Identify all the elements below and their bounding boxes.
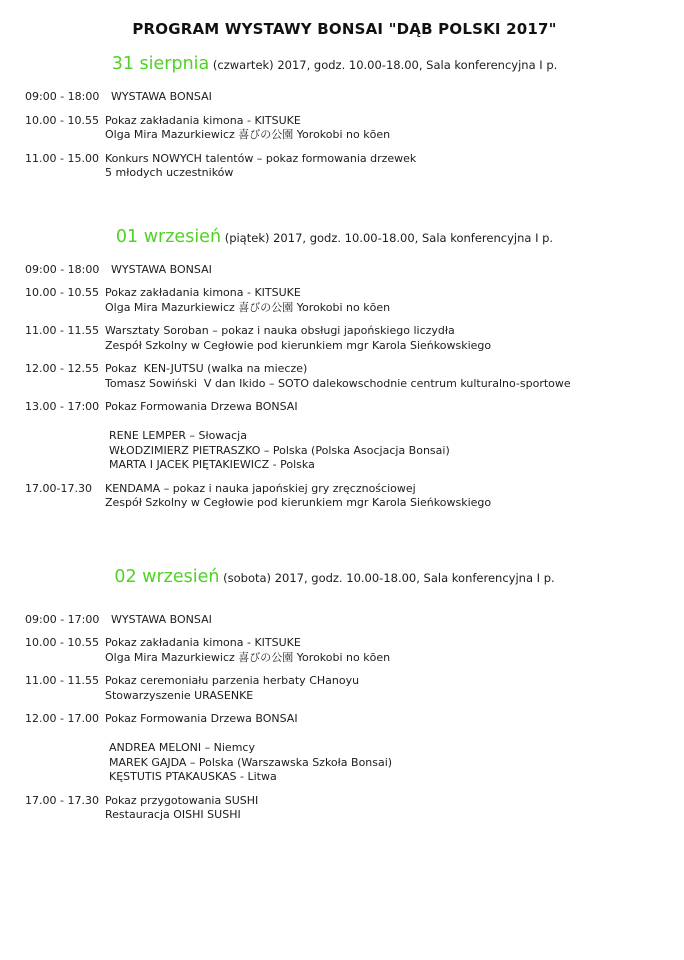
event-line: Olga Mira Mazurkiewicz 喜びの公園 Yorokobi no kōen [105,300,391,314]
day-date: 01 wrzesień [115,226,222,247]
event-row [25,482,674,511]
event-row [25,152,674,181]
event-line: Pokaz Formowania Drzewa BONSAI [105,712,298,725]
event-line: Olga Mira Mazurkiewicz 喜びの公園 Yorokobi no kōen [105,128,391,141]
day-details: (piątek) 2017, godz. 10.00-18.00, Sala konferencyjna I p. [221,230,554,245]
event-time: 11.00 - 15.00 [25,151,99,165]
event-row [25,712,674,785]
event-description [105,400,674,473]
event-description [105,794,674,823]
event-line: Pokaz przygotowania SUSHI [105,793,259,807]
events-list [25,90,674,181]
participant-line: KĘSTUTIS PTAKAUSKAS - Litwa [109,770,277,783]
event-description [105,286,674,315]
event-row [25,263,674,278]
event-line: Stowarzyszenie URASENKE [105,688,254,702]
event-description [105,362,674,391]
participants-list [105,429,674,473]
participants-list [105,741,674,785]
event-row [25,636,674,665]
event-line: KENDAMA – pokaz i nauka japońskiej gry zręcznościowej [105,481,416,495]
event-time: 17.00-17.30 [25,481,92,495]
participant-line: RENE LEMPER – Słowacja [109,429,247,442]
event-line: Zespół Szkolny w Cegłowie pod kierunkiem mgr Karola Sieńkowskiego [105,338,492,352]
page-title: PROGRAM WYSTAWY BONSAI "DĄB POLSKI 2017" [132,20,557,38]
day-section [25,54,674,181]
event-description [105,90,674,105]
events-list [25,613,674,823]
event-line: Pokaz ceremoniału parzenia herbaty CHanoyu [105,674,360,687]
participant-line: MAREK GAJDA – Polska (Warszawska Szkoła Bonsai) [109,755,393,769]
event-description [105,674,674,703]
event-description [105,324,674,353]
day-section [25,227,674,511]
day-details: (czwartek) 2017, godz. 10.00-18.00, Sala konferencyjna I p. [209,58,558,72]
event-line: Zespół Szkolny w Cegłowie pod kierunkiem mgr Karola Sieńkowskiego [105,496,492,509]
event-time: 17.00 - 17.30 [25,793,99,807]
participant-line: ANDREA MELONI – Niemcy [109,741,255,754]
event-line: WYSTAWA BONSAI [111,90,212,103]
event-time: 11.00 - 11.55 [25,674,99,687]
event-time: 13.00 - 17:00 [25,400,100,413]
event-line: Tomasz Sowiński V dan Ikido – SOTO dalekowschodnie centrum kulturalno-sportowe [105,376,571,390]
event-time: 10.00 - 10.55 [25,636,99,649]
event-description [105,482,674,511]
event-description [105,712,674,785]
day-header [25,54,674,74]
event-row [25,400,674,473]
event-row [25,674,674,703]
event-description [105,636,674,665]
event-time: 09:00 - 18:00 [25,262,100,276]
event-line: Pokaz zakładania kimona - KITSUKE [105,636,301,649]
schedule [25,54,674,823]
event-line: Pokaz zakładania kimona - KITSUKE [105,286,301,299]
events-list [25,263,674,511]
event-time: 12.00 - 17.00 [25,712,99,725]
event-time: 12.00 - 12.55 [25,362,99,375]
participant-line: MARTA I JACEK PIĘTAKIEWICZ - Polska [109,458,315,471]
day-header [25,567,674,587]
event-line: WYSTAWA BONSAI [111,612,212,626]
event-line: Konkurs NOWYCH talentów – pokaz formowania drzewek [105,151,417,165]
event-row [25,324,674,353]
event-row [25,90,674,105]
event-line: Pokaz zakładania kimona - KITSUKE [105,113,301,127]
event-line: Pokaz Formowania Drzewa BONSAI [105,400,298,413]
day-date: 02 wrzesień [114,566,220,587]
event-time: 11.00 - 11.55 [25,324,99,337]
event-time: 10.00 - 10.55 [25,286,99,299]
event-description [105,114,674,143]
event-row [25,794,674,823]
day-section [25,567,674,823]
day-details: (sobota) 2017, godz. 10.00-18.00, Sala konferencyjna I p. [219,570,555,585]
event-row [25,362,674,391]
event-line: 5 młodych uczestników [105,166,234,179]
event-description [105,263,674,278]
day-header [25,227,674,247]
event-line: Restauracja OISHI SUSHI [105,808,241,821]
event-description [105,613,674,628]
event-line: Warsztaty Soroban – pokaz i nauka obsługi japońskiego liczydła [105,324,455,337]
event-time: 09:00 - 18:00 [25,90,100,103]
event-row [25,286,674,315]
event-line: Olga Mira Mazurkiewicz 喜びの公園 Yorokobi no kōen [105,650,391,664]
day-date: 31 sierpnia [111,54,210,74]
event-time: 10.00 - 10.55 [25,113,99,127]
event-line: Pokaz KEN-JUTSU (walka na miecze) [105,362,308,375]
event-row [25,613,674,628]
participant-line: WŁODZIMIERZ PIETRASZKO – Polska (Polska Asocjacja Bonsai) [109,443,450,457]
event-row [25,114,674,143]
event-time: 09:00 - 17:00 [25,612,100,626]
event-description [105,152,674,181]
event-line: WYSTAWA BONSAI [111,262,212,276]
